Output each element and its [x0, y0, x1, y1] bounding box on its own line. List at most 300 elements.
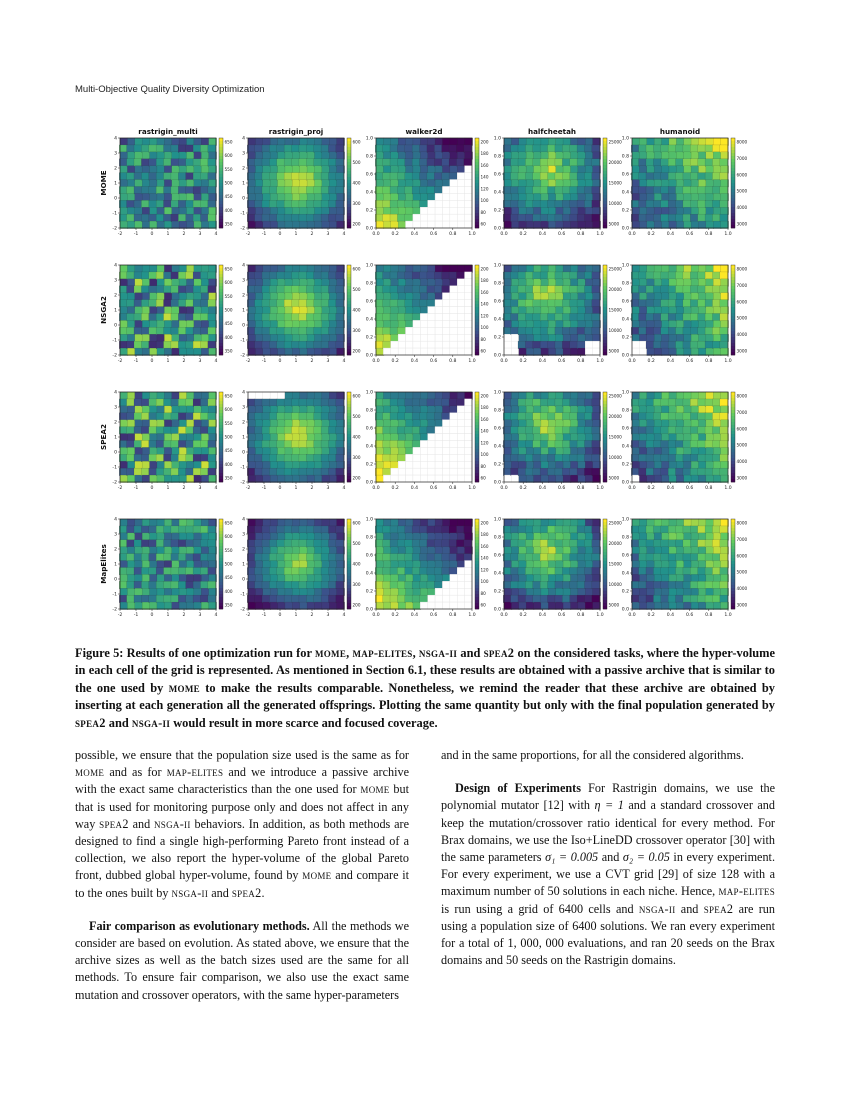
heatmap-cell	[135, 180, 143, 188]
heatmap-cell	[322, 193, 330, 201]
heatmap-cell	[171, 341, 179, 349]
heatmap-cell	[255, 420, 263, 428]
heatmap-cell	[639, 186, 647, 194]
heatmap-cell	[278, 434, 286, 442]
heatmap-cell	[164, 475, 172, 483]
y-tick-label: -1	[112, 338, 117, 344]
y-tick-label: 0.0	[621, 607, 629, 613]
heatmap-cell	[653, 286, 661, 294]
heatmap-cell	[391, 561, 399, 569]
heatmap-cell	[526, 519, 534, 527]
heatmap-cell	[526, 265, 534, 273]
heatmap-cell	[504, 434, 512, 442]
heatmap-cell	[646, 341, 654, 349]
text: is run using a grid of 6400 cells and	[441, 901, 639, 916]
colorbar-segment	[475, 446, 479, 449]
heatmap-cell	[306, 341, 314, 349]
heatmap-cell	[134, 413, 142, 421]
empty-cell	[406, 334, 413, 341]
colorbar-segment	[731, 398, 735, 401]
heatmap-cell	[398, 166, 406, 174]
heatmap-cell	[662, 180, 670, 188]
heatmap-cell	[442, 399, 450, 407]
heatmap-cell	[306, 595, 314, 603]
heatmap-cell	[248, 320, 256, 328]
heatmap-cell	[503, 200, 511, 208]
heatmap-cell	[120, 588, 128, 596]
heatmap-cell	[406, 152, 414, 160]
heatmap-cell	[464, 540, 472, 548]
empty-cell	[420, 313, 427, 320]
heatmap-cell	[119, 468, 127, 476]
empty-cell	[406, 454, 413, 461]
heatmap-cell	[548, 334, 556, 342]
heatmap-cell	[255, 173, 263, 181]
colorbar-segment	[219, 274, 223, 277]
heatmap-cell	[534, 138, 542, 146]
heatmap-cell	[208, 327, 216, 335]
colorbar-segment	[347, 519, 351, 522]
heatmap-cell	[329, 392, 337, 400]
heatmap-cell	[457, 533, 465, 541]
colorbar-segment	[347, 165, 351, 168]
heatmap-cell	[200, 327, 208, 335]
heatmap-cell	[247, 313, 255, 321]
heatmap-cell	[442, 286, 450, 294]
heatmap-cell	[556, 475, 564, 483]
heatmap-cell	[593, 561, 601, 569]
heatmap-cell	[563, 461, 571, 469]
heatmap-cell	[247, 341, 255, 349]
heatmap-cell	[577, 313, 585, 321]
colorbar-segment	[603, 219, 607, 222]
heatmap-cell	[376, 406, 384, 414]
heatmap-cell	[705, 159, 713, 167]
heatmap-cell	[120, 207, 128, 215]
heatmap-cell	[322, 533, 330, 541]
heatmap-cell	[676, 540, 684, 548]
heatmap-cell	[428, 193, 436, 201]
heatmap-cell	[329, 320, 337, 328]
y-tick-label: 0.8	[493, 154, 501, 160]
heatmap-cell	[534, 207, 542, 215]
heatmap-cell	[193, 413, 201, 421]
heatmap-panel	[622, 136, 748, 237]
heatmap-cell	[322, 475, 330, 483]
colorbar-segment	[219, 189, 223, 192]
heatmap-cell	[676, 602, 684, 610]
heatmap-cell	[713, 519, 721, 527]
heatmap-cell	[186, 272, 194, 280]
heatmap-cell	[171, 540, 179, 548]
empty-cell	[391, 348, 398, 355]
heatmap-cell	[383, 440, 391, 448]
heatmap-cell	[270, 434, 278, 442]
y-tick-label: -2	[240, 226, 245, 232]
heatmap-cell	[149, 413, 157, 421]
text: and a standard crossover and keep the mutation/crossover ratio identical for every method. For Brax domains, we use the Iso+LineDD crossover operator [30] with the same parameters	[441, 798, 775, 865]
heatmap-cell	[654, 406, 662, 414]
heatmap-cell	[690, 186, 698, 194]
heatmap-cell	[292, 145, 300, 153]
heatmap-cell	[292, 180, 300, 188]
heatmap-cell	[570, 595, 578, 603]
colorbar-segment	[731, 310, 735, 313]
colorbar-tick-label: 80	[480, 336, 486, 342]
heatmap-cell	[525, 159, 533, 167]
heatmap-cell	[277, 554, 285, 562]
heatmap-cell	[570, 602, 578, 610]
colorbar-segment	[475, 141, 479, 144]
colorbar-segment	[731, 446, 735, 449]
y-tick-label: 0.6	[493, 172, 501, 178]
heatmap-cell	[540, 454, 548, 462]
colorbar-segment	[603, 337, 607, 340]
y-tick-label: 0.6	[493, 299, 501, 305]
heatmap-cell	[208, 413, 216, 421]
heatmap-cell	[541, 307, 549, 315]
heatmap-cell	[322, 279, 330, 287]
heatmap-cell	[534, 180, 542, 188]
heatmap-cell	[157, 293, 165, 301]
heatmap-cell	[292, 279, 300, 287]
colorbar-segment	[219, 141, 223, 144]
heatmap-cell	[698, 526, 706, 534]
heatmap-cell	[698, 307, 706, 315]
heatmap-cell	[209, 561, 217, 569]
heatmap-cell	[299, 595, 307, 603]
colorbar-tick-label: 350	[224, 221, 233, 227]
heatmap-cell	[209, 193, 217, 201]
heatmap-cell	[157, 392, 165, 400]
colorbar-segment	[603, 156, 607, 159]
heatmap-cell	[465, 265, 473, 273]
colorbar-segment	[347, 222, 351, 225]
heatmap-cell	[383, 286, 391, 294]
heatmap-cell	[592, 214, 600, 222]
heatmap-cell	[457, 166, 465, 174]
heatmap-cell	[647, 434, 655, 442]
heatmap-cell	[577, 272, 585, 280]
heatmap-cell	[200, 468, 208, 476]
colorbar-segment	[475, 144, 479, 147]
colorbar-segment	[347, 461, 351, 464]
heatmap-cell	[647, 420, 655, 428]
heatmap-cell	[397, 595, 405, 603]
heatmap-cell	[525, 173, 533, 181]
heatmap-cell	[713, 166, 721, 174]
y-tick-label: 0.2	[493, 589, 501, 595]
heatmap-cell	[533, 595, 541, 603]
heatmap-cell	[412, 427, 420, 435]
colorbar-segment	[347, 476, 351, 479]
heatmap-cell	[134, 159, 142, 167]
colorbar-tick-label: 20000	[608, 160, 622, 165]
colorbar-segment	[219, 301, 223, 304]
heatmap-cell	[285, 447, 293, 455]
heatmap-cell	[186, 265, 194, 273]
heatmap-cell	[178, 399, 186, 407]
heatmap-cell	[285, 207, 293, 215]
heatmap-cell	[135, 533, 143, 541]
heatmap-cell	[647, 180, 655, 188]
heatmap-cell	[504, 406, 512, 414]
heatmap-cell	[592, 567, 600, 575]
heatmap-cell	[449, 567, 457, 575]
colorbar-segment	[347, 343, 351, 346]
empty-cell	[435, 440, 442, 447]
colorbar-segment	[603, 395, 607, 398]
heatmap-cell	[698, 420, 706, 428]
empty-cell	[450, 221, 457, 228]
heatmap-cell	[420, 554, 428, 562]
heatmap-cell	[300, 475, 308, 483]
heatmap-cell	[307, 320, 315, 328]
heatmap-cell	[164, 166, 172, 174]
heatmap-cell	[563, 221, 571, 229]
y-tick-label: 0.2	[365, 589, 373, 595]
heatmap-cell	[427, 159, 435, 167]
heatmap-cell	[435, 279, 443, 287]
caption-text: to make the results comparable. Nonetheless, we remind the reader that these archive are obtained by inserting at each generation all the generated offsprings. Plotting the same quantity but only with the final population generated by	[75, 680, 775, 713]
heatmap-cell	[322, 434, 330, 442]
heatmap-cell	[639, 468, 647, 476]
heatmap-cell	[255, 279, 263, 287]
heatmap-cell	[662, 447, 670, 455]
heatmap-cell	[120, 475, 128, 483]
heatmap-cell	[141, 581, 149, 589]
heatmap-cell	[698, 602, 706, 610]
y-tick-label: 1.0	[621, 136, 629, 142]
heatmap-cell	[376, 293, 384, 301]
colorbar-segment	[731, 467, 735, 470]
heatmap-cell	[570, 561, 578, 569]
heatmap-cell	[504, 420, 512, 428]
heatmap-cell	[200, 214, 208, 222]
empty-cell	[457, 180, 464, 187]
x-tick-label: 0.2	[647, 486, 655, 491]
heatmap-cell	[662, 279, 670, 287]
heatmap-cell	[314, 567, 322, 575]
heatmap-cell	[519, 392, 527, 400]
heatmap-cell	[262, 173, 270, 181]
heatmap-cell	[135, 561, 143, 569]
heatmap-cell	[676, 413, 684, 421]
heatmap-cell	[119, 341, 127, 349]
heatmap-cell	[690, 526, 698, 534]
y-tick-label: -1	[112, 211, 117, 217]
heatmap-cell	[706, 320, 714, 328]
heatmap-cell	[533, 186, 541, 194]
colorbar-segment	[603, 597, 607, 600]
heatmap-cell	[307, 152, 315, 160]
y-tick-label: 0.4	[493, 571, 501, 577]
heatmap-cell	[584, 300, 592, 308]
heatmap-cell	[172, 348, 180, 356]
heatmap-cell	[698, 286, 706, 294]
heatmap-cell	[200, 399, 208, 407]
x-tick-label: 1	[166, 613, 170, 618]
heatmap-cell	[142, 320, 150, 328]
colorbar-segment	[347, 570, 351, 573]
heatmap-cell	[676, 307, 684, 315]
heatmap-cell	[247, 300, 255, 308]
heatmap-cell	[653, 413, 661, 421]
colorbar-tick-label: 140	[480, 174, 489, 180]
heatmap-cell	[328, 581, 336, 589]
heatmap-cell	[178, 173, 186, 181]
heatmap-cell	[134, 399, 142, 407]
heatmap-cell	[383, 526, 391, 534]
colorbar-segment	[475, 319, 479, 322]
heatmap-cell	[562, 427, 570, 435]
heatmap-cell	[406, 279, 414, 287]
colorbar-segment	[219, 470, 223, 473]
heatmap-cell	[525, 413, 533, 421]
heatmap-cell	[578, 293, 586, 301]
heatmap-cell	[577, 595, 585, 603]
colorbar-segment	[347, 458, 351, 461]
heatmap-cell	[405, 214, 413, 222]
colorbar-segment	[731, 213, 735, 216]
colorbar-tick-label: 80	[480, 463, 486, 469]
heatmap-cell	[427, 540, 435, 548]
colorbar-segment	[603, 283, 607, 286]
heatmap-cell	[164, 341, 172, 349]
heatmap-cell	[391, 207, 399, 215]
heatmap-cell	[631, 159, 639, 167]
heatmap-cell	[669, 392, 677, 400]
colorbar-segment	[731, 159, 735, 162]
colorbar-segment	[603, 410, 607, 413]
heatmap-cell	[255, 454, 263, 462]
heatmap-cell	[186, 180, 194, 188]
heatmap-cell	[321, 413, 329, 421]
heatmap-cell	[406, 547, 414, 555]
heatmap-cell	[142, 602, 150, 610]
y-tick-label: 1.0	[365, 517, 373, 523]
empty-cell	[457, 320, 464, 327]
colorbar-segment	[603, 452, 607, 455]
heatmap-cell	[263, 152, 271, 160]
heatmap-cell	[120, 461, 128, 469]
heatmap-cell	[519, 574, 527, 582]
heatmap-cell	[300, 138, 308, 146]
heatmap-cell	[306, 272, 314, 280]
heatmap-cell	[639, 461, 647, 469]
heatmap-cell	[164, 173, 172, 181]
heatmap-cell	[337, 392, 345, 400]
heatmap-cell	[525, 540, 533, 548]
colorbar-segment	[219, 446, 223, 449]
colorbar-segment	[603, 455, 607, 458]
heatmap-cell	[684, 406, 692, 414]
heatmap-cell	[336, 399, 344, 407]
heatmap-cell	[519, 420, 527, 428]
heatmap-cell	[555, 159, 563, 167]
heatmap-cell	[284, 327, 292, 335]
empty-cell	[413, 334, 420, 341]
heatmap-cell	[519, 207, 527, 215]
empty-cell	[428, 327, 435, 334]
heatmap-cell	[134, 567, 142, 575]
colorbar-segment	[219, 186, 223, 189]
heatmap-cell	[164, 574, 172, 582]
heatmap-cell	[511, 272, 519, 280]
colorbar-segment	[347, 410, 351, 413]
y-tick-label: 2	[242, 166, 245, 172]
paragraph-heading: Design of Experiments	[455, 781, 581, 796]
empty-cell	[420, 454, 427, 461]
heatmap-cell	[135, 207, 143, 215]
y-tick-label: 4	[242, 263, 245, 269]
heatmap-cell	[668, 159, 676, 167]
heatmap-cell	[683, 399, 691, 407]
heatmap-cell	[134, 554, 142, 562]
heatmap-cell	[321, 440, 329, 448]
colorbar-segment	[475, 216, 479, 219]
heatmap-cell	[141, 286, 149, 294]
colorbar-segment	[347, 392, 351, 395]
x-tick-label: -2	[245, 613, 251, 618]
heatmap-cell	[518, 468, 526, 476]
text: For Rastrigin domains, we use the polynomial mutator [12] with	[441, 781, 775, 813]
heatmap-cell	[278, 279, 286, 287]
heatmap-cell	[563, 207, 571, 215]
colorbar-segment	[731, 579, 735, 582]
heatmap-cell	[337, 180, 345, 188]
heatmap-cell	[328, 454, 336, 462]
heatmap-cell	[306, 581, 314, 589]
heatmap-cell	[262, 540, 270, 548]
heatmap-cell	[149, 173, 157, 181]
heatmap-cell	[156, 526, 164, 534]
colorbar-segment	[475, 277, 479, 280]
heatmap-cell	[526, 406, 534, 414]
heatmap-cell	[178, 554, 186, 562]
heatmap-cell	[194, 207, 202, 215]
heatmap-cell	[172, 588, 180, 596]
heatmap-cell	[149, 540, 157, 548]
heatmap-cell	[504, 547, 512, 555]
colorbar-segment	[219, 416, 223, 419]
heatmap-cell	[201, 461, 209, 469]
heatmap-cell	[639, 540, 647, 548]
heatmap-cell	[390, 399, 398, 407]
text: possible, we ensure that the population size used is the same as for	[75, 748, 409, 762]
heatmap-cell	[720, 214, 728, 222]
heatmap-cell	[676, 138, 684, 146]
colorbar-segment	[603, 198, 607, 201]
heatmap-cell	[526, 561, 534, 569]
heatmap-cell	[706, 152, 714, 160]
heatmap-cell	[690, 413, 698, 421]
heatmap-cell	[255, 581, 263, 589]
heatmap-cell	[194, 152, 202, 160]
heatmap-cell	[570, 279, 578, 287]
colorbar-segment	[731, 455, 735, 458]
y-tick-label: 1.0	[621, 390, 629, 396]
heatmap-cell	[653, 327, 661, 335]
heatmap-cell	[300, 602, 308, 610]
heatmap-cell	[721, 447, 729, 455]
heatmap-cell	[661, 186, 669, 194]
heatmap-cell	[578, 193, 586, 201]
colorbar-segment	[475, 473, 479, 476]
heatmap-cell	[277, 300, 285, 308]
heatmap-cell	[135, 602, 143, 610]
heatmap-cell	[178, 595, 186, 603]
